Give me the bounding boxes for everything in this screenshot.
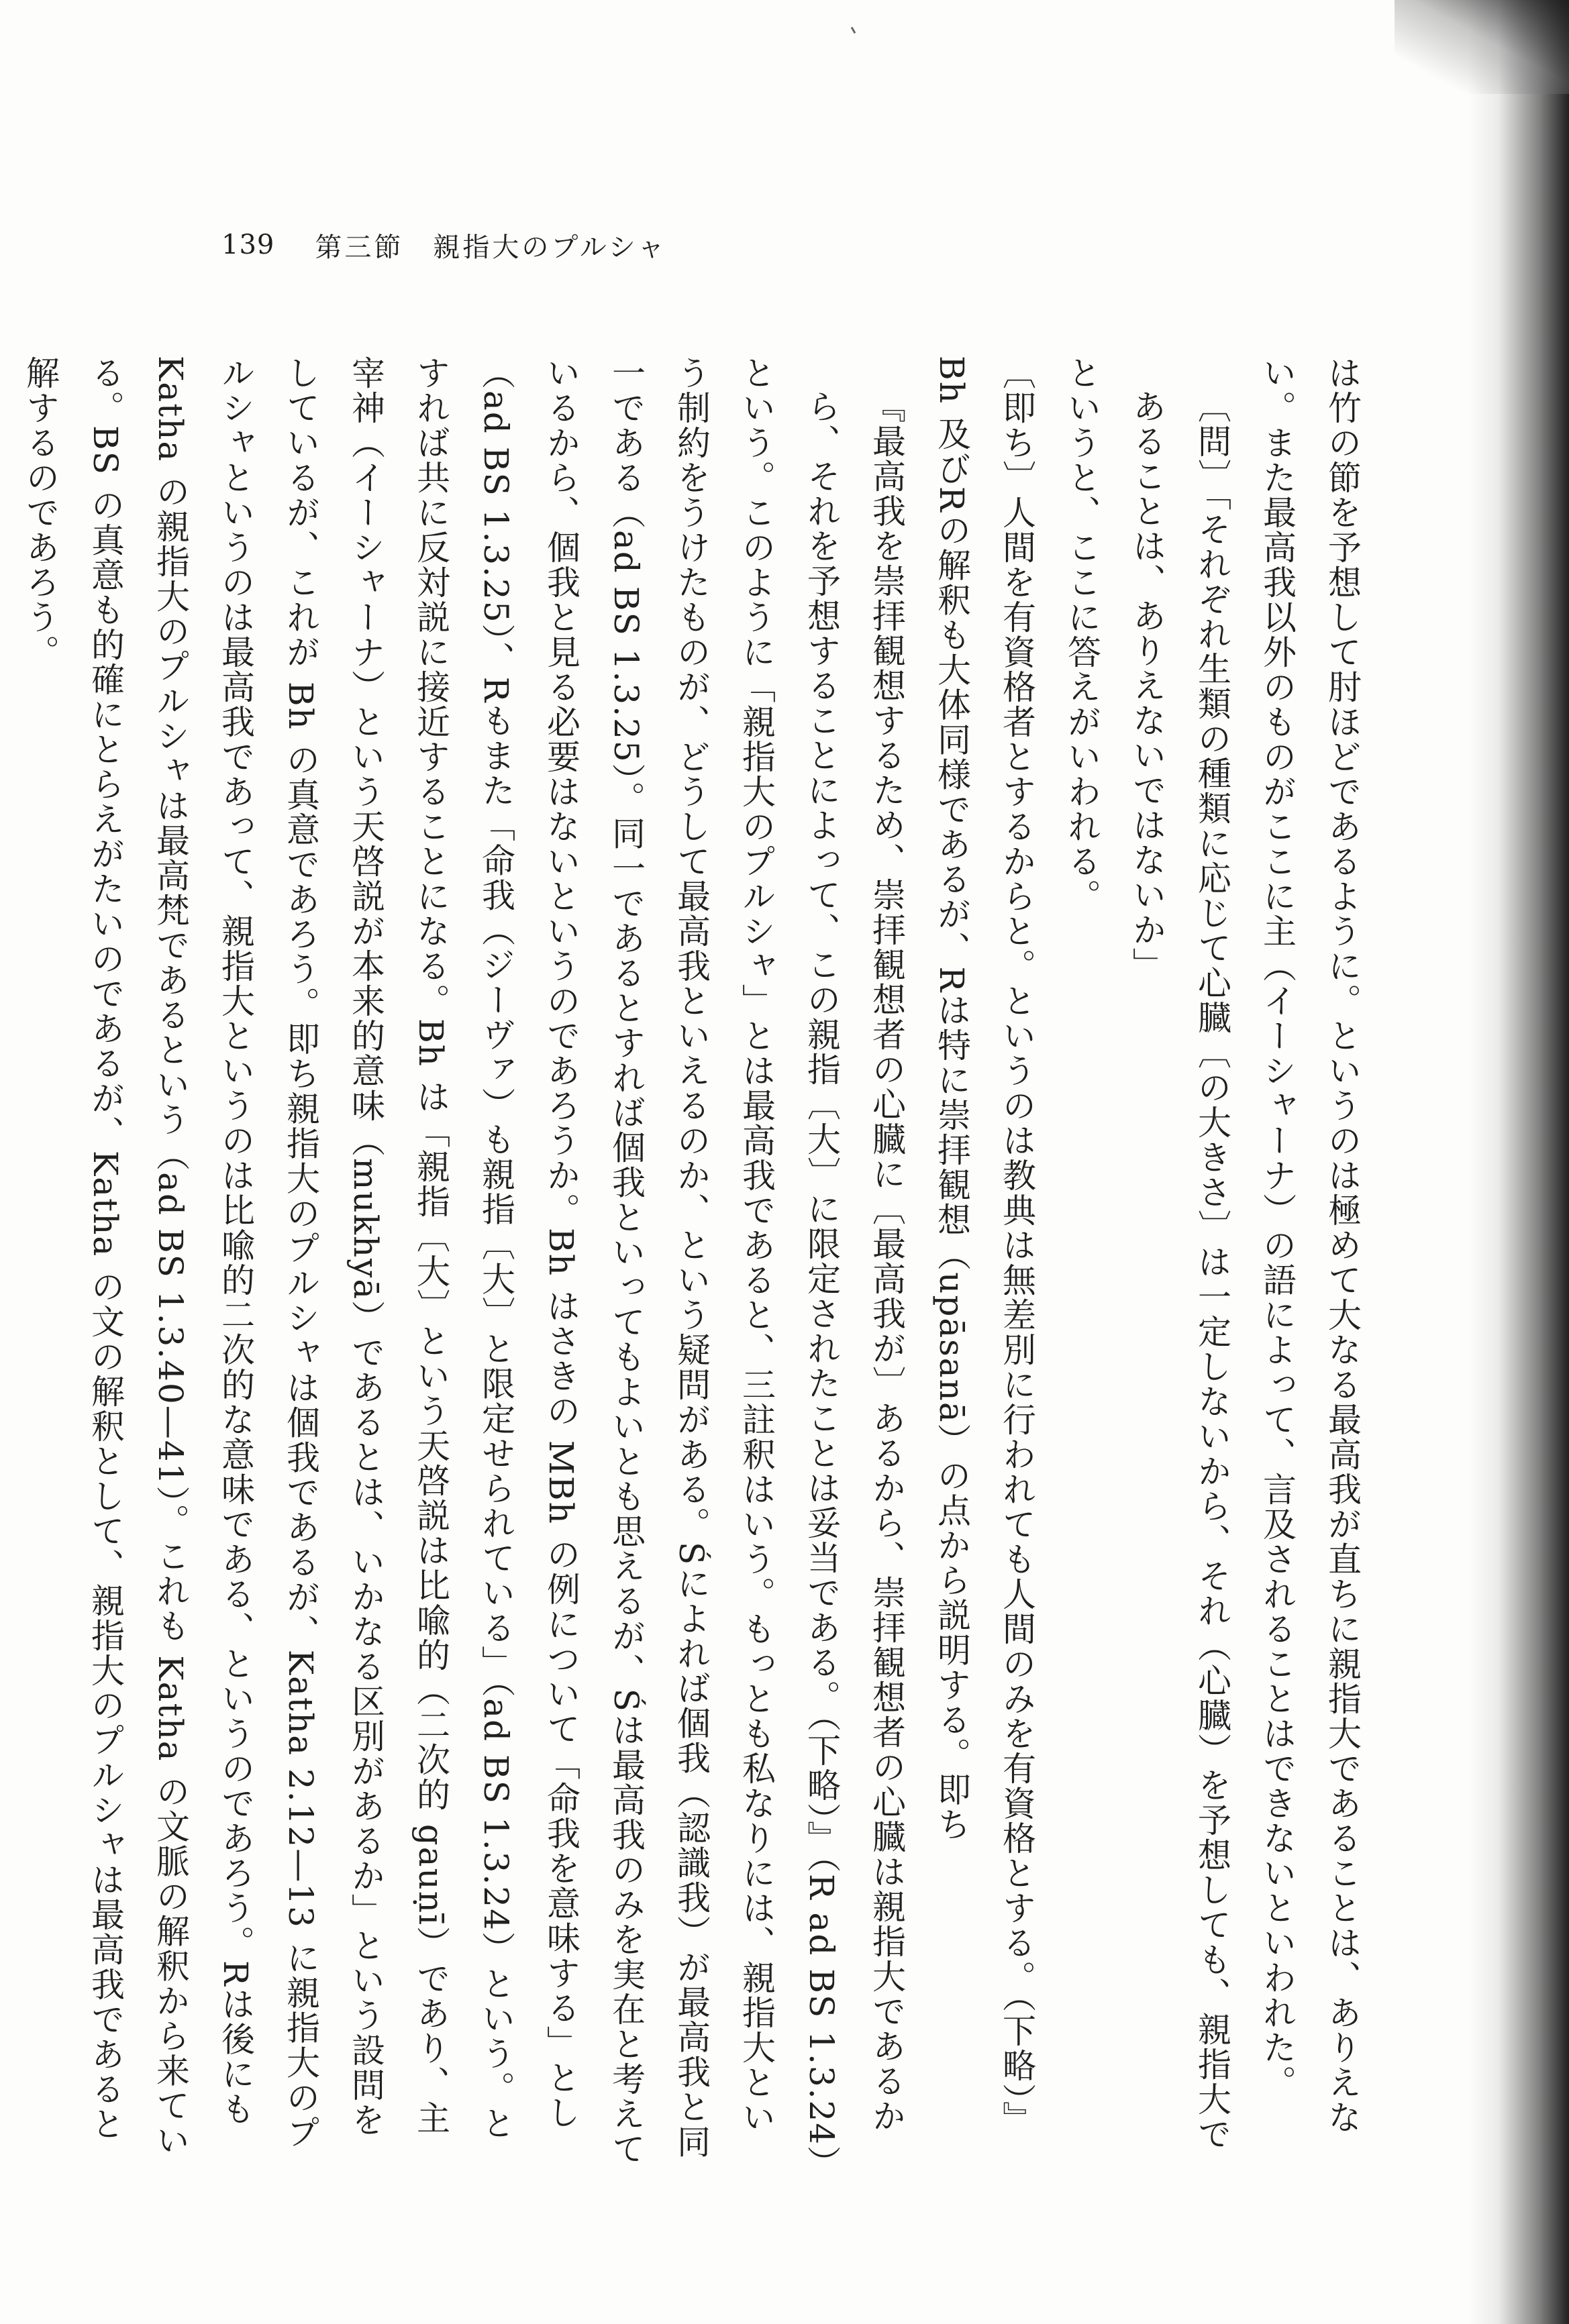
scan-edge-shadow bbox=[1468, 0, 1569, 2324]
page-number: 139 bbox=[221, 229, 275, 260]
paragraph-answer-intro: というと、ここに答えがいわれる。 bbox=[1062, 356, 1101, 914]
paragraph-bh-r: Bh 及びRの解釈も大体同様であるが、Rは特に崇拝観想（upāsanā）の点から説明する。即ち bbox=[932, 356, 971, 1842]
paragraph-answer: 〔即ち〕人間を有資格者とするからと。というのは教典は無差別に行われても人間のみを有資格とする。（下略）』 bbox=[997, 356, 1036, 2136]
body-text bbox=[21, 356, 1374, 2181]
paragraph-1: は竹の節を予想して肘ほどであるように。というのは極めて大なる最高我が直ちに親指大であることは、ありえない。また最高我以外のものがここに主（イーシャーナ）の語によって、言及されることはできないといわれた。 bbox=[1258, 356, 1362, 2135]
paragraph-question: 〔問〕「それぞれ生類の種類に応じて心臓〔の大きさ〕は一定しないから、それ（心臓）を予想しても、親指大であることは、ありえないではないか」 bbox=[1127, 389, 1231, 2152]
scan-speck bbox=[851, 27, 856, 34]
section-title: 第三節 親指大のプルシャ bbox=[315, 231, 667, 263]
paragraph-quote-r: 『最高我を崇拝観想するため、崇拝観想者の心臓に〔最高我が〕あるから、崇拝観想者の心臓は親指大であるから、それを予想することによって、この親指〔大〕に限定されたことは妥当である。（下略）』（R ad BS 1.3.24） bbox=[802, 389, 906, 2181]
paragraph-discussion: という。このように「親指大のプルシャ」とは最高我であると、三註釈はいう。もっとも私なりには、親指大という制約をうけたものが、どうして最高我といえるのか、という疑問がある。Śによれば個我（認識我）が最高我と同一である（ad BS 1.3.25）。同一であるとすれば個我といってもよいとも思えるが、Śは最高我のみを実在と考えているから、個我と見る必要はないというのであろうか。Bh はさきの MBh の例について「命我を意味する」とし（ad BS 1.3.25）、Rもまた「命我（ジーヴァ）も親指〔大〕と限定せられている」（ad BS 1.3.24）という。とすれば共に反対説に接近することになる。Bh は「親指〔大〕という天啓説は比喩的（二次的 gauṇī）であり、主宰神（イーシャーナ）という天啓説が本来的意味（mukhyā）であるとは、いかなる区別があるか」という設問をしているが、これが Bh の真意であろう。即ち親指大のプルシャは個我であるが、Katha 2.12—13 に親指大のプルシャというのは最高我であって、親指大というのは比喩的二次的な意味である、というのであろう。Rは後にも Katha の親指大のプルシャは最高梵であるという（ad BS 1.3.40—41）。これも Katha の文脈の解釈から来ている。BS の真意も的確にとらえがたいのであるが、Katha の文の解釈として、親指大のプルシャは最高我であると解するのであろう。 bbox=[21, 356, 776, 2166]
scan-corner-shadow bbox=[1395, 0, 1569, 94]
running-head bbox=[221, 221, 667, 268]
